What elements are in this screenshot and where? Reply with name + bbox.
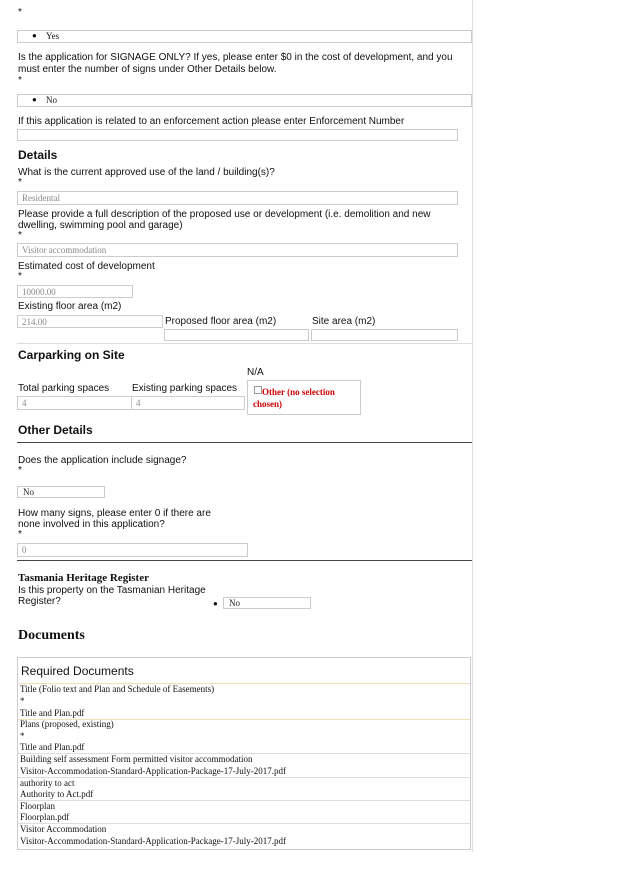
doc-label: authority to act	[20, 778, 75, 788]
heritage-select[interactable]: No	[223, 597, 311, 609]
no-option-label: No	[46, 95, 57, 105]
no-option-row[interactable]	[17, 94, 472, 107]
yes-option-row[interactable]	[17, 30, 472, 43]
existing-parking-input[interactable]: 4	[131, 396, 245, 410]
doc-file-link[interactable]: Visitor-Accommodation-Standard-Application-Package-17-July-2017.pdf	[20, 766, 286, 776]
proposed-floor-label: Proposed floor area (m2)	[165, 316, 277, 327]
doc-separator	[18, 800, 470, 801]
signs-count-label: How many signs, please enter 0 if there are none involved in this application?	[18, 508, 211, 530]
doc-label: Title (Folio text and Plan and Schedule of Easements)	[20, 684, 215, 694]
doc-file-link[interactable]: Floorplan.pdf	[20, 812, 70, 822]
enforcement-question: If this application is related to an enforcement action please enter Enforcement Number	[18, 116, 405, 127]
site-area-label: Site area (m2)	[312, 316, 376, 327]
bullet-icon: ●	[32, 95, 37, 104]
bullet-icon: ●	[32, 31, 37, 40]
cost-input[interactable]: 10000.00	[17, 285, 133, 298]
signage-label: Does the application include signage?	[18, 455, 187, 466]
current-use-input[interactable]: Residental	[17, 191, 458, 205]
required-asterisk: *	[18, 465, 22, 476]
required-asterisk: *	[18, 177, 22, 188]
signs-count-input[interactable]: 0	[17, 543, 248, 557]
content-right-border	[472, 0, 473, 852]
doc-file-link[interactable]: Visitor-Accommodation-Standard-Application-Package-17-July-2017.pdf	[20, 836, 286, 846]
existing-parking-label: Existing parking spaces	[132, 383, 238, 394]
required-asterisk: *	[18, 230, 22, 241]
doc-label: Plans (proposed, existing)	[20, 719, 114, 729]
existing-floor-label: Existing floor area (m2)	[18, 301, 122, 312]
na-label: N/A	[247, 367, 264, 378]
other-selection-warning: Other (no selection chosen)	[253, 387, 335, 409]
total-parking-input[interactable]: 4	[17, 396, 132, 410]
required-asterisk: *	[20, 731, 25, 741]
doc-label: Floorplan	[20, 801, 55, 811]
required-asterisk: *	[18, 529, 22, 540]
bullet-icon: ●	[213, 599, 218, 608]
doc-label: Building self assessment Form permitted visitor accommodation	[20, 754, 253, 764]
required-asterisk: *	[18, 7, 22, 18]
signage-only-question: Is the application for SIGNAGE ONLY? If yes, please enter $0 in the cost of development, and you must enter the number of signs under Other Details below.	[18, 52, 453, 75]
documents-heading: Documents	[18, 628, 85, 643]
required-documents-title: Required Documents	[21, 664, 134, 678]
required-asterisk: *	[18, 271, 22, 282]
enforcement-number-input[interactable]	[17, 129, 458, 141]
existing-floor-input[interactable]: 214.00	[17, 315, 163, 328]
details-heading: Details	[18, 148, 58, 162]
yes-option-label: Yes	[46, 31, 60, 41]
section-rule	[17, 442, 472, 443]
doc-file-link[interactable]: Title and Plan.pdf	[20, 742, 85, 752]
section-divider	[17, 343, 472, 344]
doc-file-link[interactable]: Title and Plan.pdf	[20, 708, 85, 718]
total-parking-label: Total parking spaces	[18, 383, 110, 394]
description-input[interactable]: Visitor accommodation	[17, 243, 458, 257]
site-area-input[interactable]	[311, 329, 458, 341]
required-asterisk: *	[18, 75, 22, 86]
section-rule	[17, 560, 472, 561]
doc-file-link[interactable]: Authority to Act.pdf	[20, 789, 94, 799]
heritage-question: Is this property on the Tasmanian Heritage Register?	[18, 585, 206, 607]
other-parking-box[interactable]	[247, 380, 361, 415]
other-details-heading: Other Details	[18, 423, 93, 437]
doc-separator	[18, 777, 470, 778]
current-use-label: What is the current approved use of the land / building(s)?	[18, 167, 275, 178]
signage-select[interactable]: No	[17, 486, 105, 498]
heritage-heading: Tasmania Heritage Register	[18, 572, 149, 584]
proposed-floor-input[interactable]	[164, 329, 309, 341]
required-asterisk: *	[20, 696, 25, 706]
cost-label: Estimated cost of development	[18, 261, 155, 272]
doc-label: Visitor Accommodation	[20, 824, 107, 834]
carparking-heading: Carparking on Site	[18, 348, 125, 362]
description-label: Please provide a full description of the proposed use or development (i.e. demolition and new dwelling, swimming pool and garage)	[18, 209, 431, 231]
